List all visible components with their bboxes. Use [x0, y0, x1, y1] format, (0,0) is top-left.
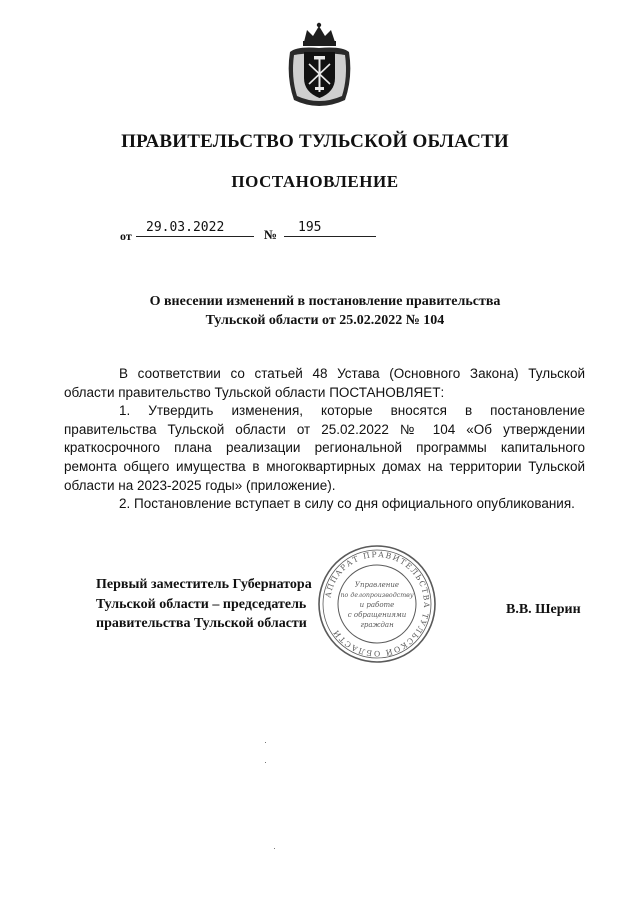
- date-label: от: [120, 229, 132, 243]
- scan-speck: [265, 762, 266, 763]
- document-body: [64, 365, 585, 514]
- signatory-position-line-3: правительства Тульской области: [96, 616, 307, 631]
- coat-of-arms-icon: [282, 22, 357, 110]
- date-underline: [136, 236, 254, 237]
- official-stamp: [316, 543, 438, 665]
- body-paragraph: 1. Утвердить изменения, которые вносятся в постановление правительства Тульской области от 25.02.2022 № 104 «Об утверждении краткосрочного плана реализации региональной программы капитального ремонта общего имущества в многоквартирных домах на территории Тульской области на 2023-2025 годы» (приложение).: [64, 403, 585, 493]
- scan-speck: [274, 848, 275, 849]
- number-value: 195: [298, 220, 322, 235]
- stamp-center-line-2: по делопроизводству: [340, 592, 414, 599]
- document-meta-row: [120, 220, 390, 242]
- stamp-ring-text: АППАРАТ ПРАВИТЕЛЬСТВА ТУЛЬСКОЙ ОБЛАСТИ: [323, 549, 432, 659]
- signatory-position-line-1: Первый заместитель Губернатора: [96, 577, 312, 592]
- scan-speck: [265, 742, 266, 743]
- body-paragraph: 2. Постановление вступает в силу со дня официального опубликования.: [119, 496, 575, 512]
- document-subject: [0, 292, 640, 330]
- subject-line-1: О внесении изменений в постановление правительства: [149, 294, 501, 309]
- number-label: №: [264, 227, 278, 242]
- government-title: ПРАВИТЕЛЬСТВО ТУЛЬСКОЙ ОБЛАСТИ: [121, 131, 509, 152]
- stamp-center-line-4: с обращениями: [347, 611, 407, 619]
- stamp-center-line-3: и работе: [359, 601, 395, 609]
- body-paragraph: В соответствии со статьей 48 Устава (Основного Закона) Тульской области правительство Тульской области ПОСТАНОВЛЯЕТ:: [64, 366, 585, 400]
- stamp-center-line-5: граждан: [360, 621, 394, 629]
- document-type-title: ПОСТАНОВЛЕНИЕ: [231, 172, 399, 191]
- signatory-position: [96, 575, 336, 634]
- subject-line-2: Тульской области от 25.02.2022 № 104: [205, 313, 445, 328]
- signatory-name: В.В. Шерин: [506, 602, 581, 617]
- number-underline: [284, 236, 376, 237]
- date-value: 29.03.2022: [146, 220, 225, 235]
- signatory-position-line-2: Тульской области – председатель: [96, 596, 307, 612]
- stamp-center-line-1: Управление: [354, 581, 400, 589]
